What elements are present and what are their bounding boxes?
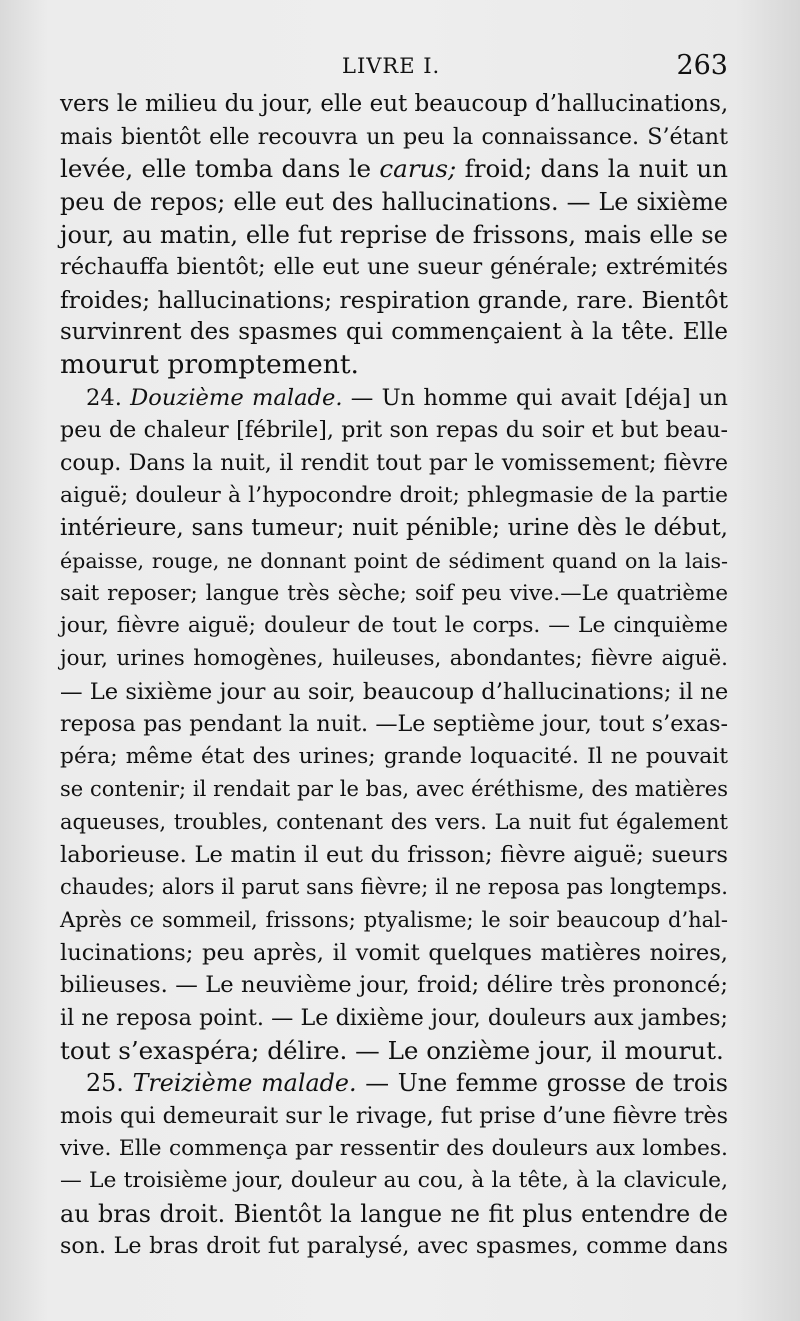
text-line: vers le milieu du jour, elle eut beaucoup d’hallucinations,: [60, 91, 729, 117]
text-line: son. Le bras droit fut paralysé, avec spasmes, comme dans: [60, 1233, 728, 1260]
text-line: reposa pas pendant la nuit. —Le septième jour, tout s’exas-: [60, 711, 728, 738]
text-line: coup. Dans la nuit, il rendit tout par le vomissement; fièvre: [60, 450, 728, 477]
text-line: intérieure, sans tumeur; nuit pénible; urine dès le début,: [60, 515, 728, 542]
text-line: survinrent des spasmes qui commençaient à la tête. Elle: [60, 319, 728, 346]
text-line: jour, fièvre aiguë; douleur de tout le corps. — Le cinquième: [60, 613, 728, 639]
text-line: peu de repos; elle eut des hallucinations. — Le sixième: [60, 187, 728, 216]
text-line: se contenir; il rendait par le bas, avec éréthisme, des matières: [60, 777, 728, 802]
text-line: mois qui demeurait sur le rivage, fut prise d’une fièvre très: [60, 1102, 729, 1129]
text-line: bilieuses. — Le neuvième jour, froid; délire très prononcé;: [60, 972, 728, 999]
text-line: épaisse, rouge, ne donnant point de sédiment quand on la lais-: [60, 548, 728, 573]
text-line: aiguë; douleur à l’hypocondre droit; phlegmasie de la partie: [60, 482, 728, 508]
text-line: levée, elle tomba dans le carus; froid; dans la nuit un: [60, 154, 729, 184]
text-line: mais bientôt elle recouvra un peu la connaissance. S’étant: [60, 123, 728, 150]
text-line: il ne reposa point. — Le dixième jour, douleurs aux jambes;: [60, 1004, 728, 1031]
running-head: LIVRE I.: [342, 54, 441, 78]
text-line: sait reposer; langue très sèche; soif peu vive.—Le quatrième: [60, 580, 728, 606]
text-line: — Le sixième jour au soir, beaucoup d’hallucinations; il ne: [60, 678, 729, 705]
text-line: peu de chaleur [fébrile], prit son repas du soir et but beau-: [60, 417, 728, 444]
text-line: lucinations; peu après, il vomit quelques matières noires,: [60, 939, 728, 966]
text-line: jour, au matin, elle fut reprise de frissons, mais elle se: [60, 220, 728, 249]
text-line: Après ce sommeil, frissons; ptyalisme; le soir beaucoup d’hal-: [60, 908, 728, 933]
text-line: mourut promptement.: [60, 349, 359, 381]
text-line: péra; même état des urines; grande loquacité. Il ne pouvait: [60, 743, 728, 769]
text-line: — Le troisième jour, douleur au cou, à la tête, à la clavicule,: [60, 1168, 728, 1194]
text-line: 25. Treizième malade. — Une femme grosse de trois: [86, 1069, 728, 1098]
text-line: vive. Elle commença par ressentir des douleurs aux lombes.: [60, 1135, 728, 1161]
text-line: tout s’exaspéra; délire. — Le onzième jour, il mourut.: [60, 1035, 724, 1065]
text-line: au bras droit. Bientôt la langue ne fit plus entendre de: [60, 1199, 728, 1228]
text-line: jour, urines homogènes, huileuses, abondantes; fièvre aiguë.: [60, 645, 728, 671]
text-line: aqueuses, troubles, contenant des vers. La nuit fut également: [60, 810, 728, 835]
page-number: 263: [676, 50, 728, 81]
page-body: [60, 88, 728, 1263]
page-header: [60, 50, 728, 86]
text-line: froides; hallucinations; respiration grande, rare. Bientôt: [60, 285, 728, 314]
text-line: 24. Douzième malade. — Un homme qui avait [déja] un: [86, 384, 728, 411]
text-line: chaudes; alors il parut sans fièvre; il ne reposa pas longtemps.: [60, 875, 728, 900]
text-line: laborieuse. Le matin il eut du frisson; fièvre aiguë; sueurs: [60, 841, 728, 868]
text-line: réchauffa bientôt; elle eut une sueur générale; extrémités: [60, 254, 728, 281]
